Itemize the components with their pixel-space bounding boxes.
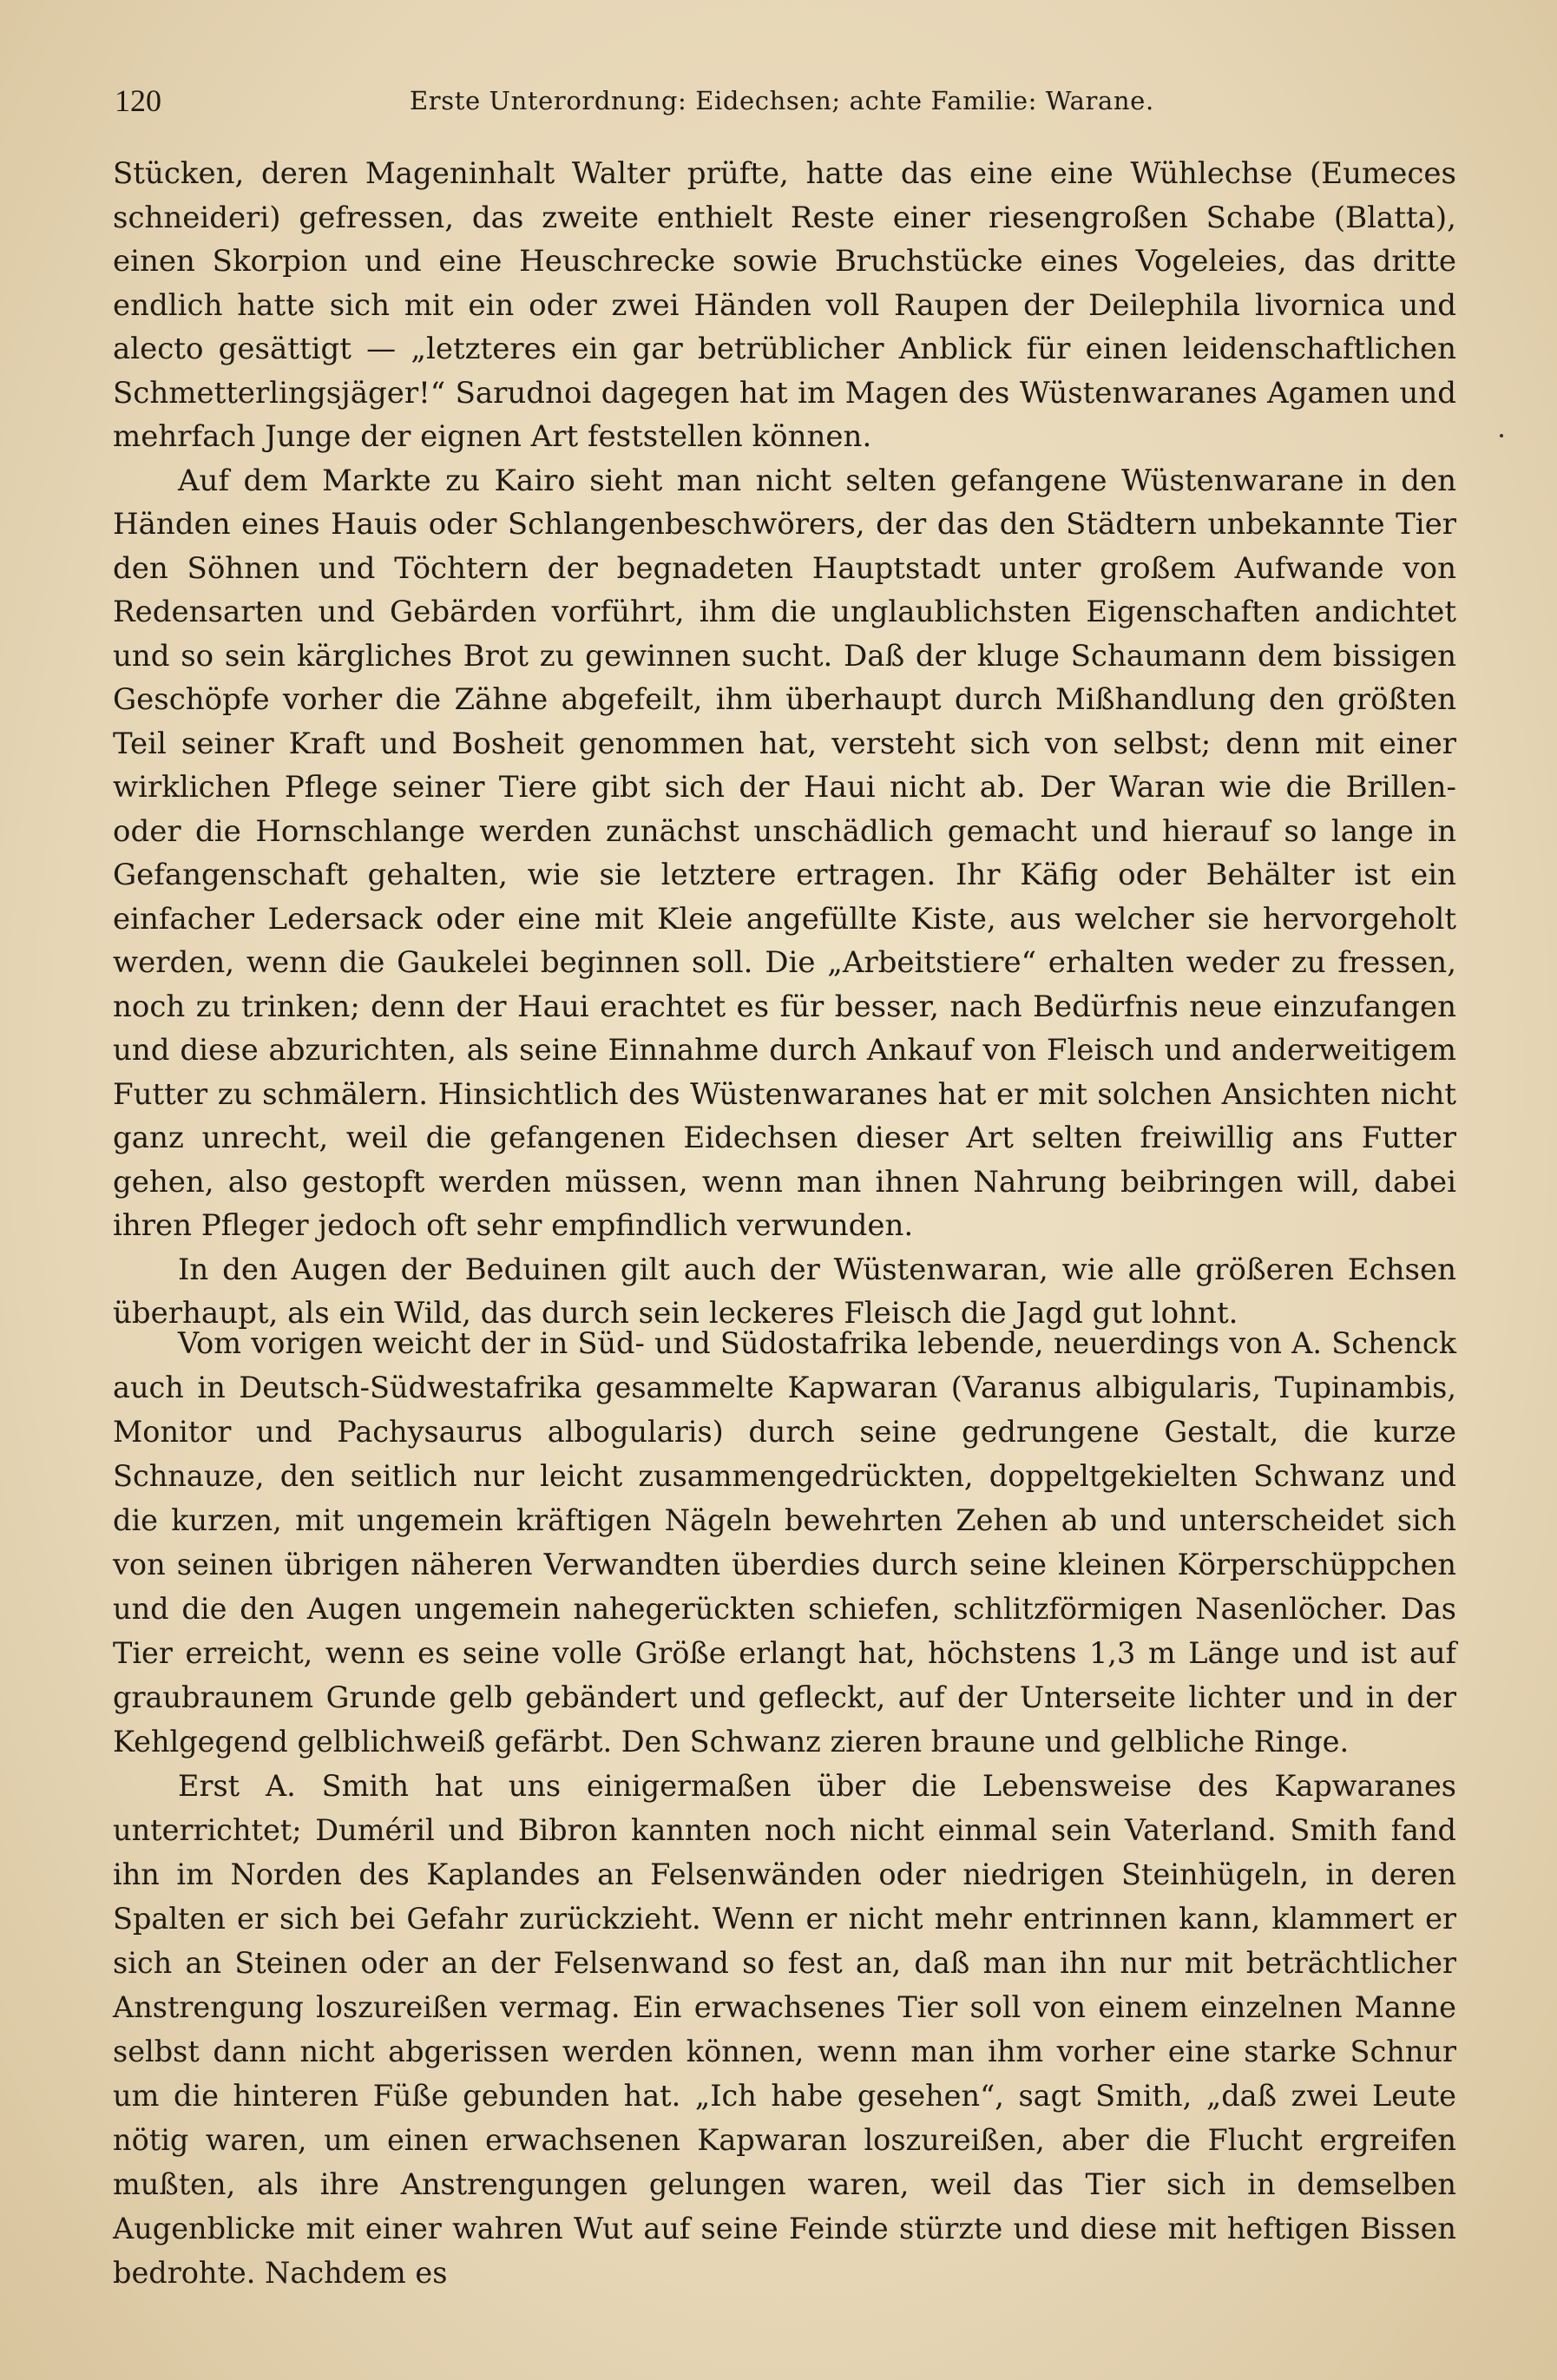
paragraph: Erst A. Smith hat uns einigermaßen über die Lebensweise des Kapwaranes unterrichtet; Duméril und Bibron kannten noch nicht einmal sein Vaterland. Smith fand ihn im Norden des Kaplandes an Felsenwänden oder niedrigen Steinhügeln, in deren Spalten er sich bei Gefahr zurückzieht. Wenn er nicht mehr entrinnen kann, klammert er sich an Steinen oder an der Felsenwand so fest an, daß man ihn nur mit beträchtlicher Anstrengung loszureißen vermag. Ein erwachsenes Tier soll von einem einzelnen Manne selbst dann nicht abgerissen werden können, wenn man ihm vorher eine starke Schnur um die hinteren Füße gebunden hat. „Ich habe gesehen“, sagt Smith, „daß zwei Leute nötig waren, um einen erwachsenen Kapwaran loszureißen, aber die Flucht ergreifen mußten, als ihre Anstrengungen gelungen waren, weil das Tier sich in demselben Augenblicke mit einer wahren Wut auf seine Feinde stürzte und diese mit heftigen Bissen bedrohte. Nachdem es <box>113 1769 1456 2290</box>
text-block-top <box>113 152 1456 1336</box>
paragraph: Stücken, deren Mageninhalt Walter prüfte, hatte das eine eine Wühlechse (Eumeces schneideri) gefressen, das zweite enthielt Reste einer riesengroßen Schabe (Blatta), einen Skorpion und eine Heuschrecke sowie Bruchstücke eines Vogeleies, das dritte endlich hatte sich mit ein oder zwei Händen voll Raupen der Deilephila livornica und alecto gesättigt — „letzteres ein gar betrüblicher Anblick für einen leidenschaftlichen Schmetterlingsjäger!“ Sarudnoi dagegen hat im Magen des Wüstenwaranes Agamen und mehrfach Junge der eignen Art feststellen können. <box>113 156 1456 454</box>
page-header <box>115 76 1444 125</box>
paper-speck <box>1500 434 1503 437</box>
paragraph: Vom vorigen weicht der in Süd- und Südostafrika lebende, neuerdings von A. Schenck auch in Deutsch-Südwestafrika gesammelte Kapwaran (Varanus albigularis, Tupinambis, Monitor und Pachysaurus albogularis) durch seine gedrungene Gestalt, die kurze Schnauze, den seitlich nur leicht zusammengedrückten, doppeltgekielten Schwanz und die kurzen, mit ungemein kräftigen Nägeln bewehrten Zehen ab und unterscheidet sich von seinen übrigen näheren Verwandten überdies durch seine kleinen Körperschüppchen und die den Augen ungemein nahegerückten schiefen, schlitzförmigen Nasenlöcher. Das Tier erreicht, wenn es seine volle Größe erlangt hat, höchstens 1,3 m Länge und ist auf graubraunem Grunde gelb gebändert und gefleckt, auf der Unterseite lichter und in der Kehlgegend gelblichweiß gefärbt. Den Schwanz zieren braune und gelbliche Ringe. <box>113 1326 1456 1759</box>
paragraph: Auf dem Markte zu Kairo sieht man nicht selten gefangene Wüstenwarane in den Händen eines Hauis oder Schlangenbeschwörers, der das den Städtern unbekannte Tier den Söhnen und Töchtern der begnadeten Hauptstadt unter großem Aufwande von Redensarten und Gebärden vorführt, ihm die unglaublichsten Eigenschaften andichtet und so sein kärgliches Brot zu gewinnen sucht. Daß der kluge Schaumann dem bissigen Geschöpfe vorher die Zähne abgefeilt, ihm überhaupt durch Mißhandlung den größten Teil seiner Kraft und Bosheit genommen hat, versteht sich von selbst; denn mit einer wirklichen Pflege seiner Tiere gibt sich der Haui nicht ab. Der Waran wie die Brillen- oder die Hornschlange werden zunächst unschädlich gemacht und hierauf so lange in Gefangenschaft gehalten, wie sie letztere ertragen. Ihr Käfig oder Behälter ist ein einfacher Ledersack oder eine mit Kleie angefüllte Kiste, aus welcher sie hervorgeholt werden, wenn die Gaukelei beginnen soll. Die „Arbeitstiere“ erhalten weder zu fressen, noch zu trinken; denn der Haui erachtet es für besser, nach Bedürfnis neue einzufangen und diese abzurichten, als seine Einnahme durch Ankauf von Fleisch und anderweitigem Futter zu schmälern. Hinsichtlich des Wüstenwaranes hat er mit solchen Ansichten nicht ganz unrecht, weil die gefangenen Eidechsen dieser Art selten freiwillig ans Futter gehen, also gestopft werden müssen, wenn man ihnen Nahrung beibringen will, dabei ihren Pfleger jedoch oft sehr empfindlich verwunden. <box>113 463 1456 1243</box>
paragraph: In den Augen der Beduinen gilt auch der Wüstenwaran, wie alle größeren Echsen überhaupt, als ein Wild, das durch sein leckeres Fleisch die Jagd gut lohnt. <box>113 1252 1456 1331</box>
page-number: 120 <box>115 83 161 118</box>
running-head: Erste Unterordnung: Eidechsen; achte Familie: Warane. <box>410 86 1154 115</box>
text-block-bottom <box>113 1321 1456 2295</box>
